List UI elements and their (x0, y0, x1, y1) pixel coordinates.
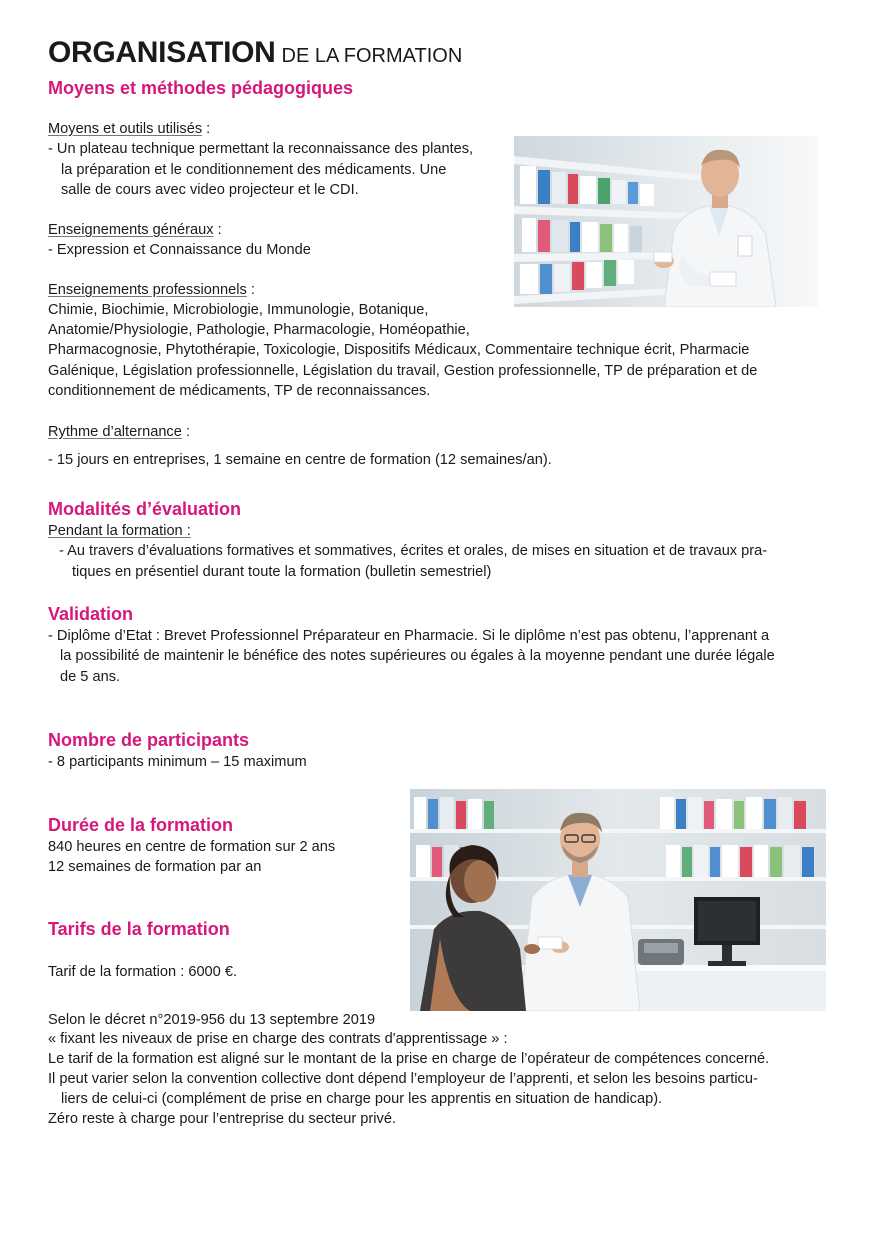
moyens-label: Moyens et outils utilisés (48, 121, 203, 137)
title-rest: DE LA FORMATION (281, 45, 463, 67)
professionnels-line-1: Chimie, Biochimie, Microbiologie, Immunologie, Botanique, (48, 302, 429, 318)
professionnels-line-4: Galénique, Législation professionnelle, Législation du travail, Gestion professionnelle, TP de préparation et de (48, 363, 758, 379)
pharmacist-shelves-photo (514, 136, 818, 307)
moyens-line-2: la préparation et le conditionnement des médicaments. Une (61, 162, 447, 178)
moyens-line-1: - Un plateau technique permettant la reconnaissance des plantes, (48, 141, 474, 157)
section-heading-duree: Durée de la formation (48, 815, 234, 835)
validation-line-3: de 5 ans. (60, 669, 121, 685)
tarifs-line-1: Selon le décret n°2019-956 du 13 septembre 2019 (48, 1012, 376, 1028)
duree-line-1: 840 heures en centre de formation sur 2 ans (48, 839, 336, 855)
rythme-label-line (48, 422, 190, 442)
validation-line-2: la possibilité de maintenir le bénéfice des notes supérieures ou égales à la moyenne pendant une durée légale (60, 648, 775, 664)
pharmacy-counter-photo (410, 789, 826, 1011)
professionnels-line-5: conditionnement de médicaments, TP de reconnaissances. (48, 383, 431, 399)
professionnels-label: Enseignements professionnels (48, 282, 247, 298)
generaux-label-line (48, 220, 222, 240)
participants-line: - 8 participants minimum – 15 maximum (48, 754, 307, 770)
evaluation-label: Pendant la formation : (48, 523, 191, 539)
professionnels-label-line (48, 280, 255, 300)
moyens-label-line (48, 119, 210, 139)
section-heading-validation: Validation (48, 604, 134, 624)
evaluation-line-2: tiques en présentiel durant toute la formation (bulletin semestriel) (72, 564, 492, 580)
tarifs-line-4: Il peut varier selon la convention collective dont dépend l’employeur de l’apprenti, et selon les besoins particu- (48, 1071, 758, 1087)
validation-line-1: - Diplôme d’Etat : Brevet Professionnel Préparateur en Pharmacie. Si le diplôme n’est pas obtenu, l’apprenant a (48, 628, 770, 644)
tarif-line: Tarif de la formation : 6000 €. (48, 964, 238, 980)
duree-line-2: 12 semaines de formation par an (48, 859, 262, 875)
tarifs-line-3: Le tarif de la formation est aligné sur le montant de la prise en charge de l’opérateur de compétences concerné. (48, 1051, 770, 1067)
generaux-colon: : (213, 222, 222, 238)
professionnels-line-2: Anatomie/Physiologie, Pathologie, Pharmacologie, Homéopathie, (48, 322, 470, 338)
rythme-label: Rythme d’alternance (48, 424, 182, 440)
title-main: ORGANISATION (48, 36, 276, 69)
evaluation-line-1: - Au travers d’évaluations formatives et sommatives, écrites et orales, de mises en situation et de travaux pra- (59, 543, 768, 559)
page-title (48, 36, 462, 70)
section-heading-participants: Nombre de participants (48, 730, 250, 750)
tarifs-line-6: Zéro reste à charge pour l’entreprise du secteur privé. (48, 1111, 396, 1127)
professionnels-colon: : (246, 282, 255, 298)
section-heading-tarifs: Tarifs de la formation (48, 919, 230, 939)
generaux-label: Enseignements généraux (48, 222, 214, 238)
tarifs-line-5: liers de celui-ci (complément de prise en charge pour les apprentis en situation de handicap). (61, 1091, 663, 1107)
section-heading-moyens-methodes: Moyens et méthodes pédagogiques (48, 78, 354, 98)
moyens-colon: : (202, 121, 211, 137)
rythme-line: - 15 jours en entreprises, 1 semaine en centre de formation (12 semaines/an). (48, 452, 552, 468)
generaux-line: - Expression et Connaissance du Monde (48, 242, 311, 258)
moyens-line-3: salle de cours avec video projecteur et le CDI. (61, 182, 359, 198)
rythme-colon: : (181, 424, 190, 440)
section-heading-evaluation: Modalités d’évaluation (48, 499, 242, 519)
professionnels-line-3: Pharmacognosie, Phytothérapie, Toxicologie, Dispositifs Médicaux, Commentaire technique écrit, Pharmacie (48, 342, 750, 358)
tarifs-line-2: « fixant les niveaux de prise en charge des contrats d'apprentissage » : (48, 1031, 508, 1047)
